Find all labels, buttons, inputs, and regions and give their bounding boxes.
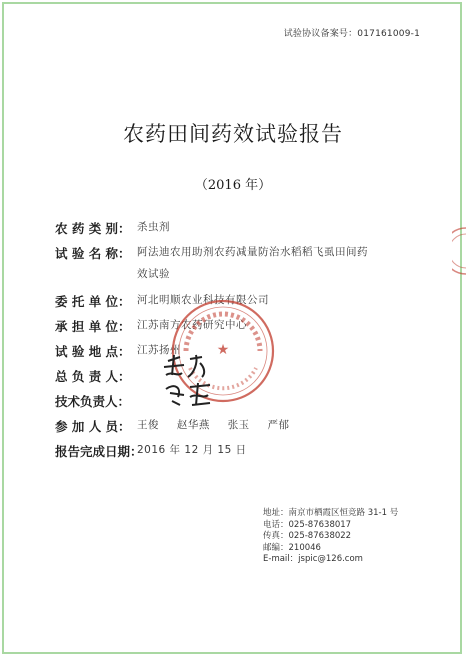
field-value: 江苏南方农药研究中心 — [137, 319, 247, 331]
contact-label: 地址： — [263, 508, 289, 518]
report-title: 农药田间药效试验报告 — [123, 122, 343, 146]
field-trial-name — [55, 244, 435, 292]
contact-zip — [263, 543, 398, 555]
contact-value: jspic@126.com — [298, 554, 363, 564]
field-value: 江苏扬州 — [137, 344, 181, 356]
contact-tel — [263, 520, 398, 532]
contact-label: 电话： — [263, 519, 289, 530]
field-value: 2016 年 12 月 15 日 — [137, 444, 247, 456]
field-value: 杀虫剂 — [137, 221, 170, 233]
field-label: 农 药 类 别： — [55, 221, 131, 236]
contact-value: 南京市栖霞区恒竞路 31-1 号 — [288, 508, 399, 518]
handwritten-signature-icon — [158, 353, 228, 413]
field-label: 委 托 单 位： — [55, 294, 131, 309]
contact-label: 邮编： — [263, 542, 289, 553]
contact-info — [263, 508, 398, 566]
field-value — [137, 414, 377, 436]
contact-value: 025-87638017 — [288, 519, 352, 530]
field-label: 技术负责人： — [55, 394, 131, 409]
contact-address — [263, 508, 398, 520]
field-label: 试 验 地 点： — [55, 344, 131, 359]
field-label: 参 加 人 员： — [55, 419, 131, 434]
svg-text:★: ★ — [216, 342, 230, 358]
contact-email — [263, 554, 398, 566]
field-value: 河北明顺农业科技有限公司 — [137, 294, 269, 306]
report-year: （2016 年） — [194, 178, 272, 193]
contact-value: 025-87638022 — [288, 531, 352, 541]
field-label: 报告完成日期： — [55, 444, 143, 459]
seam-stamp-icon — [452, 226, 466, 276]
contact-fax — [263, 531, 398, 543]
participant-name: 赵华燕 — [176, 419, 210, 431]
contact-label: E-mail： — [263, 554, 299, 564]
participant-name: 严郁 — [267, 419, 290, 431]
participant-name: 王俊 — [137, 419, 159, 431]
cert-number: 试验协议备案号：017161009-1 — [283, 29, 420, 39]
contact-label: 传真： — [263, 531, 289, 541]
contact-value: 210046 — [288, 542, 321, 553]
field-value: 阿法迪农用助剂农药减量防治水稻稻飞虱田间药效试验 — [137, 246, 368, 280]
field-label: 承 担 单 位： — [55, 319, 131, 334]
field-label: 试 验 名 称： — [55, 246, 131, 261]
field-label: 总 负 责 人： — [55, 369, 131, 384]
field-completion-date — [55, 442, 435, 467]
participant-name: 张玉 — [227, 419, 250, 431]
